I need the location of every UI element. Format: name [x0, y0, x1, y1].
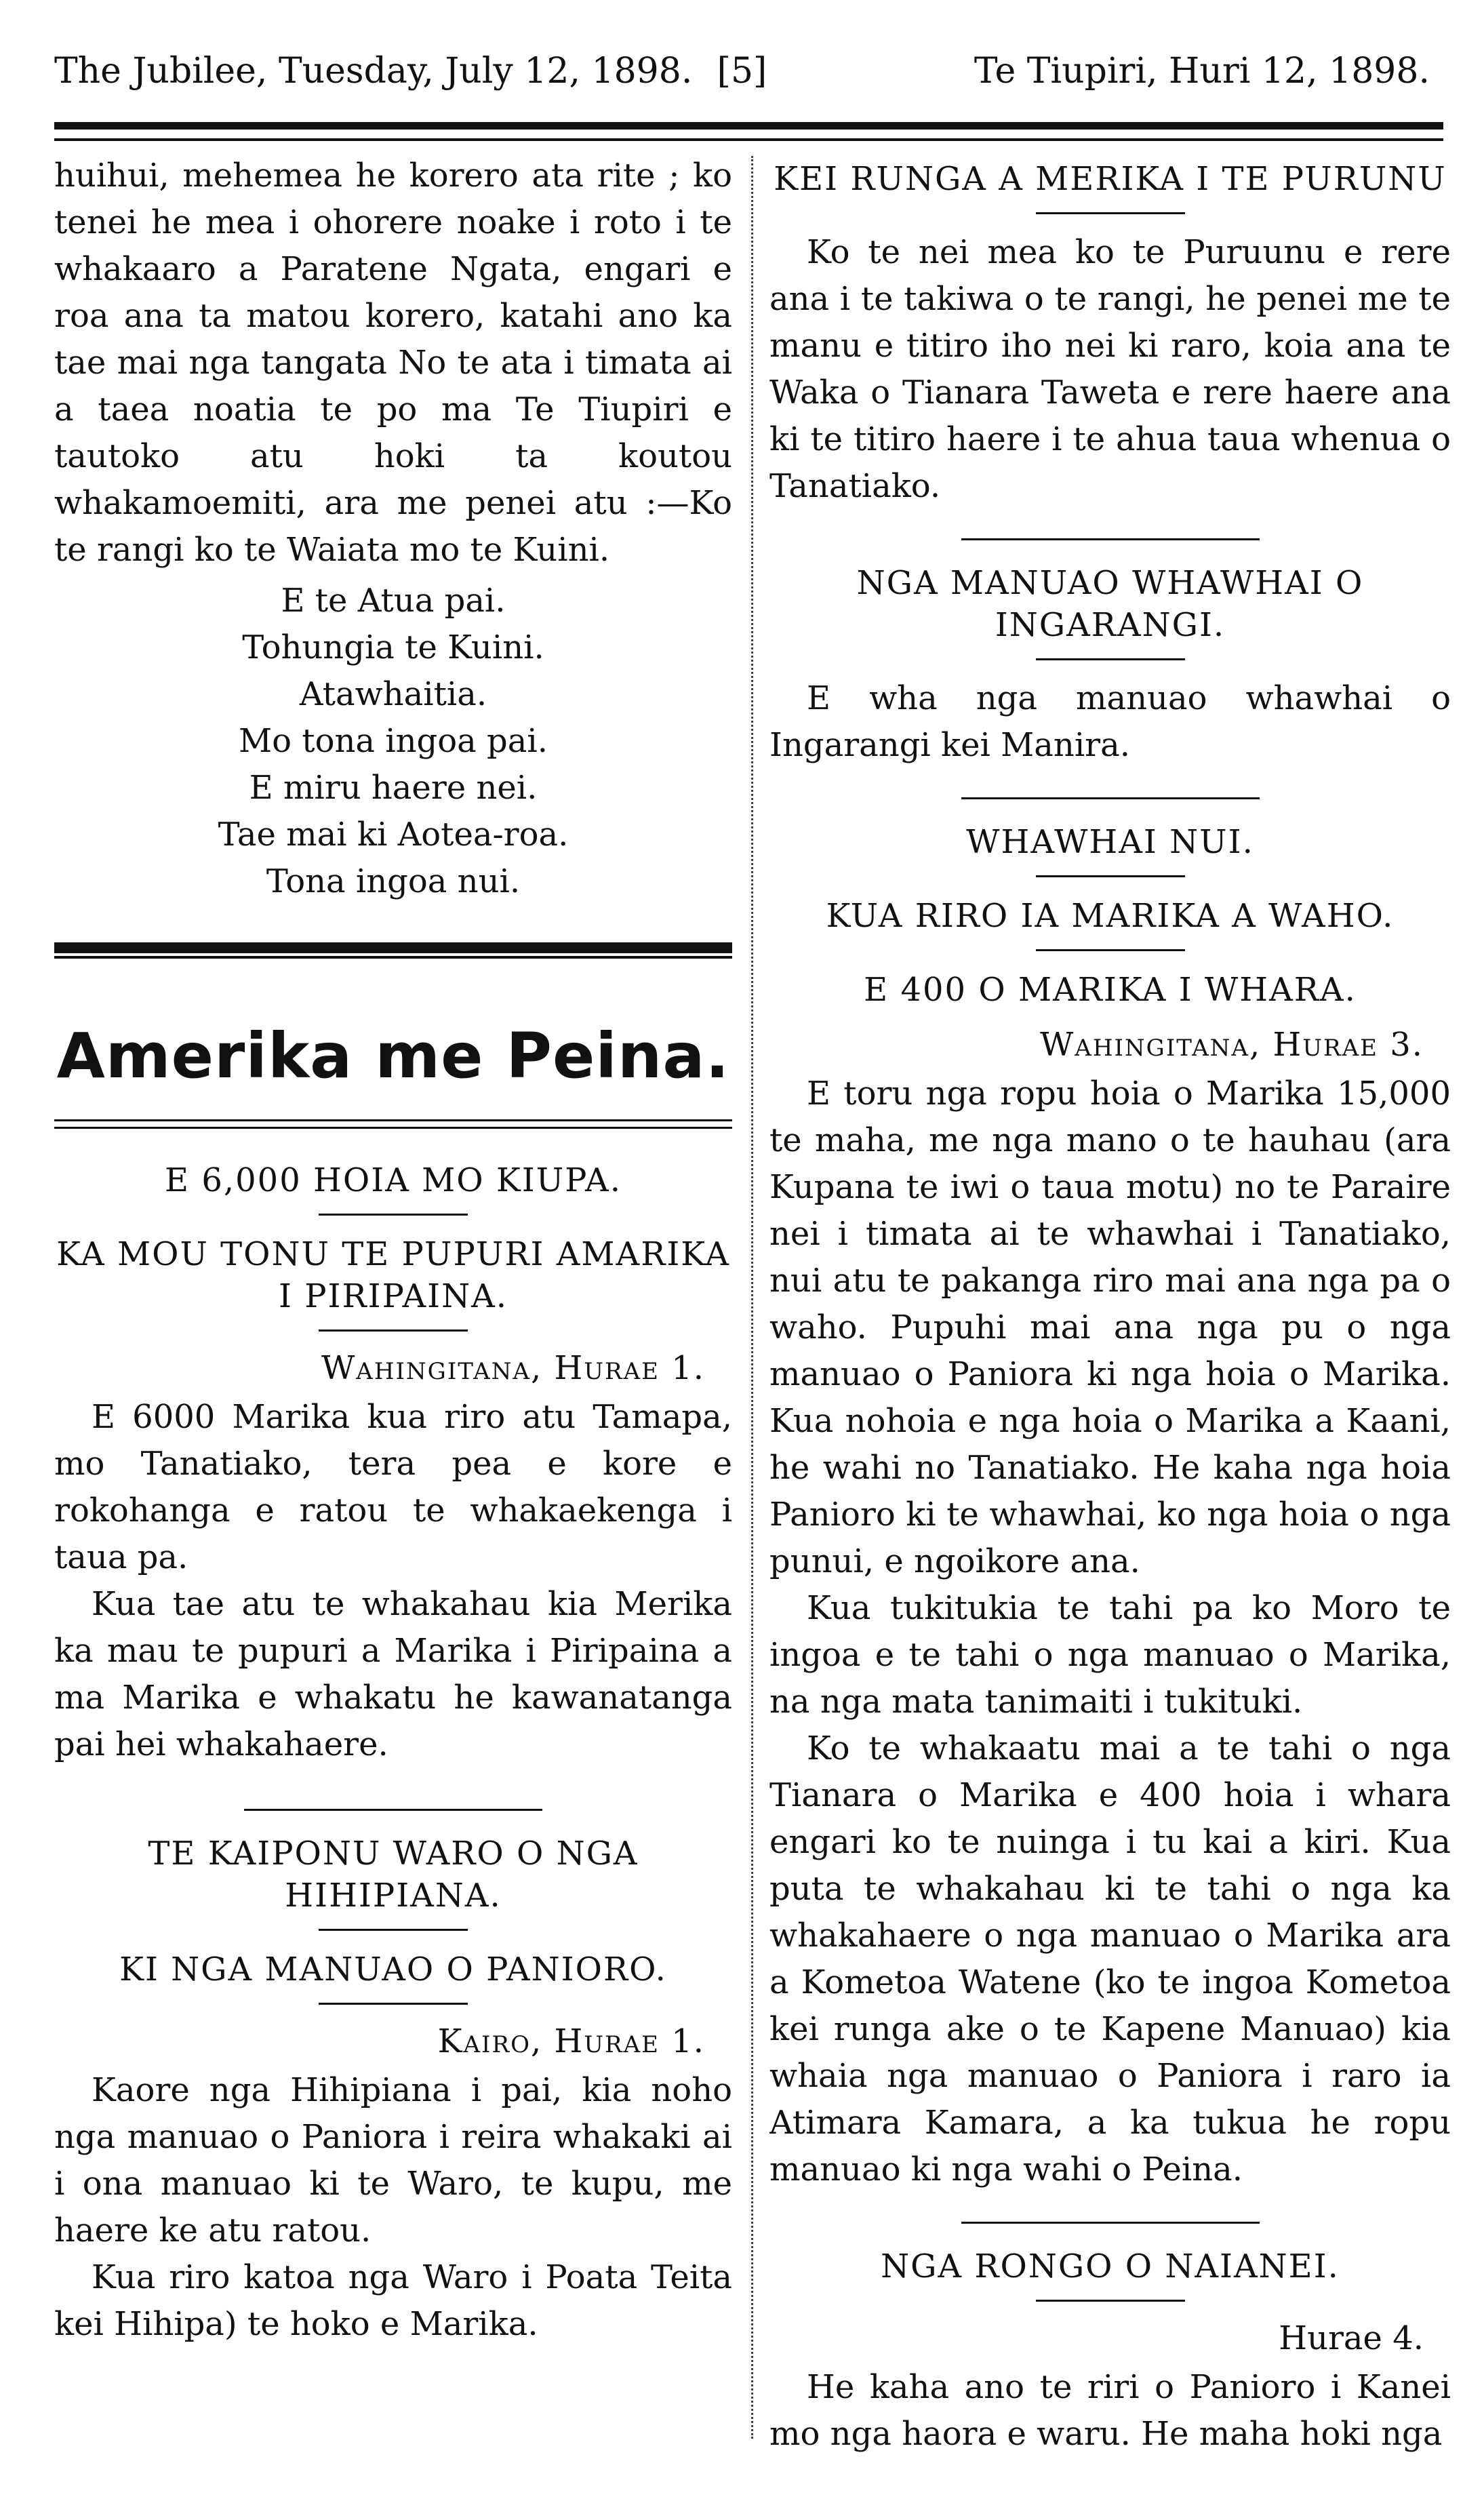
dateline: Kairo, Hurae 1.	[437, 2022, 705, 2060]
column-divider	[751, 156, 753, 2439]
headline: KUA RIRO IA MARIKA A WAHO.	[826, 897, 1395, 935]
masthead-rule-thin	[54, 138, 1443, 141]
headline: KEI RUNGA A MERIKA I TE PURUNU	[774, 160, 1447, 198]
masthead-english-date: The Jubilee, Tuesday, July 12, 1898.	[54, 51, 693, 92]
dateline: Wahingitana, Hurae 1.	[321, 1349, 705, 1387]
article-paragraph: E toru nga ropu hoia o Marika 15,000 te maha, me nga mano o te hauhau (ara Kupana te iwi o taua motu) no te Paraire nei i timata ai te whawhai i Tanatiako, nui atu te pakanga riro mai ana nga pa o waho. Pupuhi mai ana nga pu o nga manuao o Paniora ki nga hoia o Marika. Kua nohoia e nga hoia o Marika a Kaani, he wahi no Tanatiako. He kaha nga hoia Panioro ki te whawhai, ko nga hoia o nga punui, e ngoikore ana.	[769, 1075, 1451, 1580]
short-rule	[1036, 212, 1185, 214]
headline: TE KAIPONU WARO O NGA HIHIPIANA.	[148, 1835, 639, 1915]
masthead	[54, 37, 1430, 98]
article-paragraph: E 6000 Marika kua riro atu Tamapa, mo Tanatiako, tera pea e kore e rokohanga e ratou te whakaekenga i taua pa.	[54, 1398, 732, 1576]
masthead-maori-date: Te Tiupiri, Huri 12, 1898.	[974, 51, 1430, 92]
short-rule	[319, 2003, 468, 2005]
short-rule	[1036, 875, 1185, 877]
page-number: [5]	[717, 51, 767, 92]
verse-line: Atawhaitia.	[299, 675, 487, 713]
queen-anthem-verse	[54, 578, 732, 905]
section-rule-thin	[54, 956, 732, 959]
masthead-rule	[54, 122, 1443, 129]
left-column	[54, 153, 732, 2493]
verse-line: E te Atua pai.	[281, 582, 506, 620]
short-rule	[1036, 2300, 1185, 2302]
title-double-rule	[54, 1119, 732, 1129]
headline: NGA MANUAO WHAWHAI O INGARANGI.	[856, 564, 1364, 644]
verse-line: Tae mai ki Aotea-roa.	[218, 816, 569, 854]
headline: E 400 O MARIKA I WHARA.	[864, 971, 1357, 1009]
article-paragraph: E wha nga manuao whawhai o Ingarangi kei Manira.	[769, 679, 1451, 764]
headline: NGA RONGO O NAIANEI.	[881, 2247, 1340, 2285]
article-separator	[961, 538, 1260, 540]
headline: WHAWHAI NUI.	[966, 823, 1254, 861]
article-paragraph: Kua tae atu te whakahau kia Merika ka mau te pupuri a Marika i Piripaina a ma Marika e whakatu he kawanatanga pai hei whakahaere.	[54, 1585, 732, 1763]
section-title: Amerika me Peina.	[56, 1020, 730, 1092]
section-rule-heavy	[54, 942, 732, 953]
article-paragraph: Ko te whakaatu mai a te tahi o nga Tianara o Marika e 400 hoia i whara engari ko te nuinga i tu kai a kiri. Kua puta te whakahau ki te tahi o nga ka whakahaere o nga manuao o Marika ara a Kometoa Watene (ko te ingoa Kometoa kei runga ake o te Kapene Manuao) kia whaia nga manuao o Paniora i raro ia Atimara Kamara, a ka tukua he ropu manuao ki nga wahi o Peina.	[769, 1729, 1451, 2188]
headline: KI NGA MANUAO O PANIORO.	[119, 1951, 667, 1988]
article-separator	[961, 797, 1260, 799]
verse-line: Tohungia te Kuini.	[242, 628, 544, 666]
dateline: Wahingitana, Hurae 3.	[1039, 1026, 1424, 1064]
article-paragraph: Kua riro katoa nga Waro i Poata Teita kei Hihipa) te hoko e Marika.	[54, 2258, 732, 2343]
headline: KA MOU TONU TE PUPURI AMARIKA I PIRIPAINA.	[56, 1235, 730, 1315]
verse-line: Tona ingoa nui.	[266, 862, 521, 900]
article-separator	[244, 1809, 542, 1811]
article-paragraph: Kaore nga Hihipiana i pai, kia noho nga manuao o Paniora i reira whakaki ai i ona manuao ki te Waro, te kupu, me haere ke atu ratou.	[54, 2071, 732, 2249]
article-paragraph: Ko te nei mea ko te Puruunu e rere ana i te takiwa o te rangi, he penei me te manu e titiro iho nei ki raro, koia ana te Waka o Tianara Taweta e rere haere ana ki te titiro haere i te ahua taua whenua o Tanatiako.	[769, 233, 1451, 505]
right-column	[769, 153, 1451, 2493]
headline: E 6,000 HOIA MO KIUPA.	[165, 1161, 622, 1199]
verse-line: E miru haere nei.	[249, 769, 538, 807]
article-paragraph: Kua tukitukia te tahi pa ko Moro te ingoa e te tahi o nga manuao o Marika, na nga mata tanimaiti i tukituki.	[769, 1589, 1451, 1721]
short-rule	[319, 1929, 468, 1931]
article-paragraph: He kaha ano te riri o Panioro i Kanei mo nga haora e waru. He maha hoki nga	[769, 2368, 1451, 2453]
intro-paragraph: huihui, mehemea he korero ata rite ; ko tenei he mea i ohorere noake i roto i te whakaaro a Paratene Ngata, engari e roa ana ta matou korero, katahi ano ka tae mai nga tangata No te ata i timata ai a taea noatia te po ma Te Tiupiri e tautoko atu hoki ta koutou whakamoemiti, ara me penei atu :—Ko te rangi ko te Waiata mo te Kuini.	[54, 157, 732, 569]
short-rule	[1036, 949, 1185, 951]
short-rule	[319, 1214, 468, 1216]
short-rule	[1036, 658, 1185, 660]
article-separator	[961, 2222, 1260, 2224]
verse-line: Mo tona ingoa pai.	[239, 722, 548, 760]
dateline: Hurae 4.	[1279, 2319, 1424, 2357]
short-rule	[319, 1329, 468, 1332]
